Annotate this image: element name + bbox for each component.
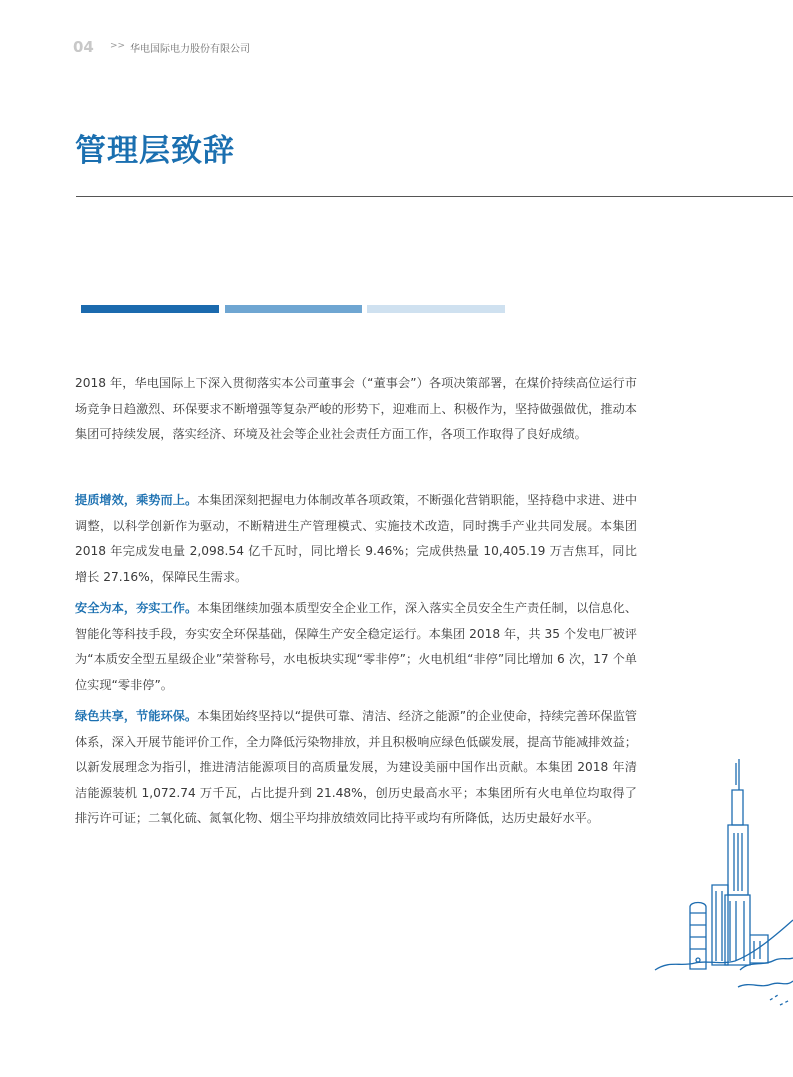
section-paragraph-green	[75, 704, 637, 832]
accent-bar-mid	[225, 305, 362, 313]
section-body-efficiency: 本集团深刻把握电力体制改革各项政策，不断强化营销职能，坚持稳中求进、进中调整，以科学创新作为驱动，不断精进生产管理模式、实施技术改造，同时携手产业共同发展。本集团 2018 年完成发电量 2,098.54 亿千瓦时，同比增长 9.46%；完成供热量 10,405.19 万吉焦耳，同比增长 27.16%，保障民生需求。	[75, 493, 638, 584]
intro-paragraph: 2018 年，华电国际上下深入贯彻落实本公司董事会（“董事会”）各项决策部署，在煤价持续高位运行市场竞争日趋激烈、环保要求不断增强等复杂严峻的形势下，迎难而上、积极作为，坚持做强做优，推动本集团可持续发展，落实经济、环境及社会等企业社会责任方面工作，各项工作取得了良好成绩。	[75, 376, 637, 441]
section-paragraph-efficiency	[75, 488, 637, 590]
section-lead-safety: 安全为本，夯实工作。	[75, 601, 198, 615]
section-body-green: 本集团始终坚持以“提供可靠、清洁、经济之能源”的企业使命，持续完善环保监管体系，深入开展节能评价工作，全力降低污染物排放，并且积极响应绿色低碳发展，提高节能减排效益；以新发展理念为指引，推进清洁能源项目的高质量发展，为建设美丽中国作出贡献。本集团 2018 年清洁能源装机 1,072.74 万千瓦，占比提升到 21.48%，创历史最高水平；本集团所有火电单位均取得了排污许可证；二氧化硫、氮氧化物、烟尘平均排放绩效同比持平或均有所降低，达历史最好水平。	[75, 709, 637, 825]
section-paragraph-safety	[75, 596, 637, 698]
section-body-safety: 本集团继续加强本质型安全企业工作，深入落实全员安全生产责任制，以信息化、智能化等科技手段，夯实安全环保基础，保障生产安全稳定运行。本集团 2018 年，共 35 个发电厂被评为“本质安全型五星级企业”荣誉称号，水电板块实现“零非停”；火电机组“非停”同比增加 6 次，17 个单位实现“零非停”。	[75, 601, 638, 692]
section-lead-efficiency: 提质增效，乘势而上。	[75, 493, 198, 507]
page-number: 04	[73, 38, 94, 56]
section-lead-green: 绿色共享，节能环保。	[75, 709, 198, 723]
company-name: 华电国际电力股份有限公司	[130, 44, 250, 55]
accent-bar-dark	[81, 305, 219, 313]
skyline-illustration	[650, 755, 793, 1015]
page-title: 管理层致辞	[75, 133, 235, 169]
breadcrumb-separator: >>	[110, 41, 126, 51]
title-divider	[76, 196, 793, 197]
accent-bar-light	[367, 305, 505, 313]
